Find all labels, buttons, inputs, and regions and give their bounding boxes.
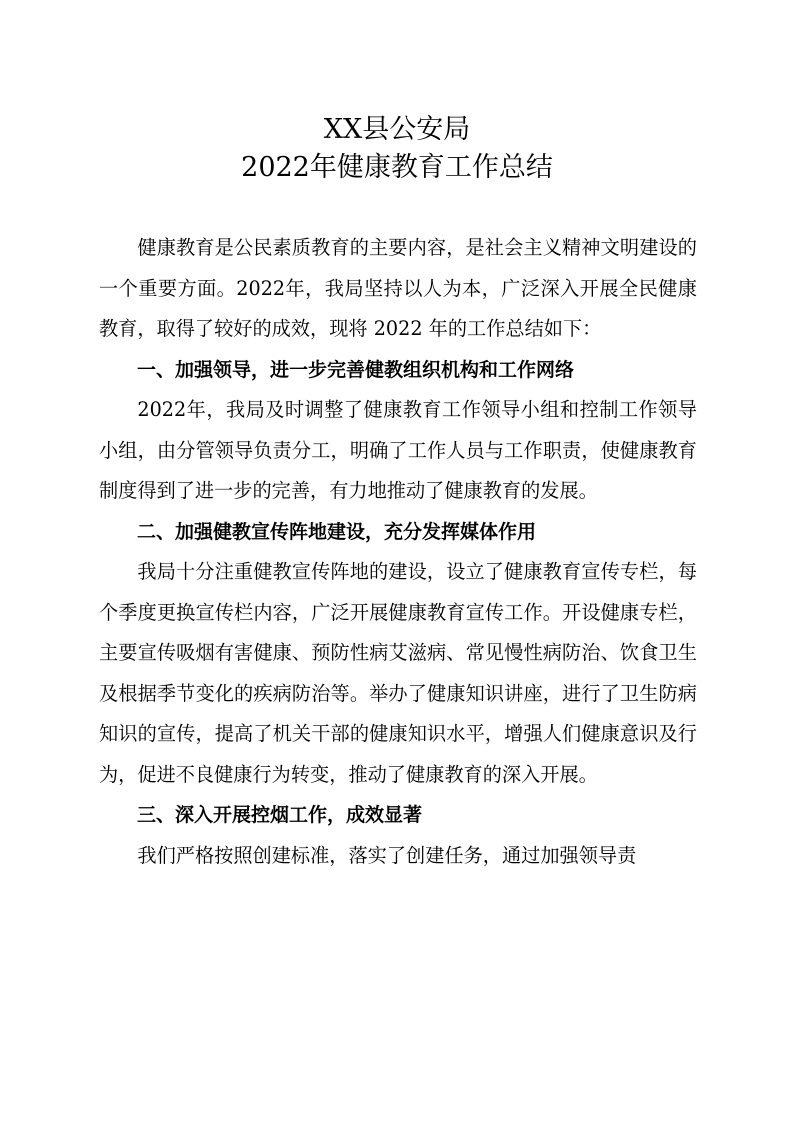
section-3-paragraph: 我们严格按照创建标准，落实了创建任务，通过加强领导责	[137, 843, 637, 867]
title-report: 2022年健康教育工作总结	[241, 152, 553, 183]
document-body	[99, 228, 697, 876]
title-organization: XX县公安局	[323, 114, 471, 145]
intro-paragraph: 健康教育是公民素质教育的主要内容，是社会主义精神文明建设的一个重要方面。2022年，我局坚持以人为本，广泛深入开展全民健康教育，取得了较好的成效，现将 2022 年的工作总结如下：	[99, 236, 697, 340]
section-1-heading: 一、加强领导，进一步完善健教组织机构和工作网络	[137, 358, 575, 381]
section-2-heading: 二、加强健教宣传阵地建设，充分发挥媒体作用	[137, 520, 537, 543]
section-3-heading: 三、深入开展控烟工作，成效显著	[137, 804, 423, 826]
section-2-paragraph: 我局十分注重健教宣传阵地的建设，设立了健康教育宣传专栏，每个季度更换宣传栏内容，广泛开展健康教育宣传工作。开设健康专栏，主要宣传吸烟有害健康、预防性病艾滋病、常见慢性病防治、饮食卫生及根据季节变化的疾病防治等。举办了健康知识讲座，进行了卫生防病知识的宣传，提高了机关干部的健康知识水平，增强人们健康意识及行为，促进不良健康行为转变，推动了健康教育的深入开展。	[99, 560, 697, 786]
section-1-paragraph: 2022年，我局及时调整了健康教育工作领导小组和控制工作领导小组，由分管领导负责分工，明确了工作人员与工作职责，使健康教育制度得到了进一步的完善，有力地推动了健康教育的发展。	[99, 398, 697, 502]
